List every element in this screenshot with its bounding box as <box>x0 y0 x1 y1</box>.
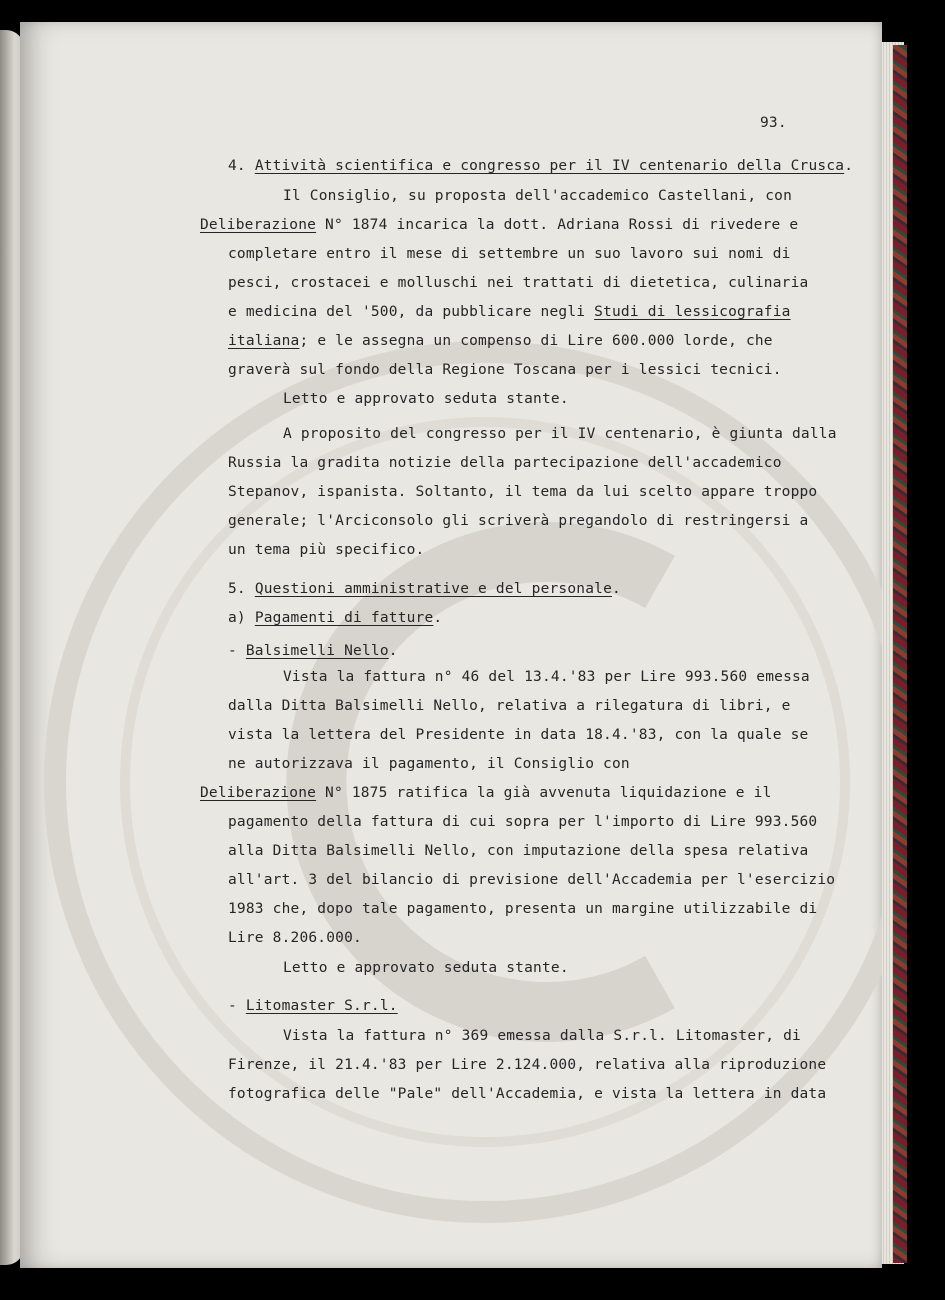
para1-line1: Il Consiglio, su proposta dell'accademico Castellani, con <box>283 188 792 204</box>
document-page <box>20 22 882 1268</box>
marbled-cover-edge <box>893 45 907 1263</box>
litomaster-title: Litomaster S.r.l. <box>245 998 398 1014</box>
balsimelli-line5-rest: N° 1875 ratifica la già avvenuta liquidazione e il <box>316 785 772 801</box>
deliberazione-label-1874: Deliberazione <box>200 217 317 233</box>
section-5-title: Questioni amministrative e del personale <box>254 581 613 597</box>
balsimelli-line10: Lire 8.206.000. <box>228 930 362 946</box>
litomaster-line1: Vista la fattura n° 369 emessa dalla S.r.l. Litomaster, di <box>283 1028 801 1044</box>
para2-line4: generale; l'Arciconsolo gli scriverà pregandolo di restringersi a <box>228 513 809 529</box>
section-5-title-period: . <box>612 581 621 597</box>
balsimelli-title-period: . <box>388 643 398 659</box>
balsimelli-line9: 1983 che, dopo tale pagamento, presenta un margine utilizzabile di <box>228 901 818 917</box>
section-4-number: 4. <box>228 158 246 174</box>
balsimelli-title: Balsimelli Nello <box>245 643 389 659</box>
para1-line3: completare entro il mese di settembre un suo lavoro sui nomi di <box>228 246 791 262</box>
subsection-a-heading <box>228 609 442 627</box>
para2-line3: Stepanov, ispanista. Soltanto, il tema da lui scelto appare troppo <box>228 484 818 500</box>
section-5-heading <box>228 580 621 598</box>
section-5-number: 5. <box>228 581 246 597</box>
para2-line1: A proposito del congresso per il IV centenario, è giunta dalla <box>283 426 837 442</box>
para1-line2-rest: N° 1874 incarica la dott. Adriana Rossi di rivedere e <box>316 217 799 233</box>
litomaster-dash: - <box>228 998 237 1014</box>
balsimelli-dash: - <box>228 643 237 659</box>
para1-line6 <box>228 332 773 350</box>
para1-line2 <box>200 216 798 234</box>
para1-line5-text: e medicina del '500, da pubblicare negli <box>228 304 595 320</box>
balsimelli-line1: Vista la fattura n° 46 del 13.4.'83 per Lire 993.560 emessa <box>283 669 810 685</box>
page-number: 93. <box>760 115 787 131</box>
balsimelli-heading <box>228 642 398 660</box>
para1-line5 <box>228 303 791 321</box>
para1-line6-rest: ; e le assegna un compenso di Lire 600.000 lorde, che <box>299 333 773 349</box>
balsimelli-line3: vista la lettera del Presidente in data 18.4.'83, con la quale se <box>228 727 809 743</box>
balsimelli-approved: Letto e approvato seduta stante. <box>283 960 569 976</box>
balsimelli-line6: pagamento della fattura di cui sopra per l'importo di Lire 993.560 <box>228 814 818 830</box>
para1-line4: pesci, crostacei e molluschi nei trattati di dietetica, culinaria <box>228 275 809 291</box>
para1-approved: Letto e approvato seduta stante. <box>283 391 569 407</box>
para2-line5: un tema più specifico. <box>228 542 425 558</box>
para2-line2: Russia la gradita notizie della partecipazione dell'accademico <box>228 455 782 471</box>
para1-line7: graverà sul fondo della Regione Toscana per i lessici tecnici. <box>228 362 782 378</box>
publication-title-part1: Studi di lessicografia <box>594 304 791 320</box>
litomaster-line2: Firenze, il 21.4.'83 per Lire 2.124.000, relativa alla riproduzione <box>228 1057 827 1073</box>
balsimelli-line4: ne autorizzava il pagamento, il Consiglio con <box>228 756 630 772</box>
subsection-a-period: . <box>433 610 443 626</box>
balsimelli-line8: all'art. 3 del bilancio di previsione dell'Accademia per l'esercizio <box>228 872 836 888</box>
deliberazione-label-1875: Deliberazione <box>200 785 317 801</box>
section-4-heading <box>228 157 853 175</box>
litomaster-line3: fotografica delle "Pale" dell'Accademia, e vista la lettera in data <box>228 1086 827 1102</box>
publication-title-part2: italiana <box>228 333 300 349</box>
section-4-title: Attività scientifica e congresso per il IV centenario della Crusca <box>254 158 845 174</box>
litomaster-heading <box>228 997 398 1015</box>
balsimelli-line5 <box>200 784 772 802</box>
subsection-a-label: a) <box>228 610 246 626</box>
watermark-seal-icon <box>20 22 882 1268</box>
subsection-a-title: Pagamenti di fatture <box>254 610 434 626</box>
balsimelli-line7: alla Ditta Balsimelli Nello, con imputazione della spesa relativa <box>228 843 809 859</box>
section-4-title-period: . <box>844 158 854 174</box>
balsimelli-line2: dalla Ditta Balsimelli Nello, relativa a rilegatura di libri, e <box>228 698 791 714</box>
